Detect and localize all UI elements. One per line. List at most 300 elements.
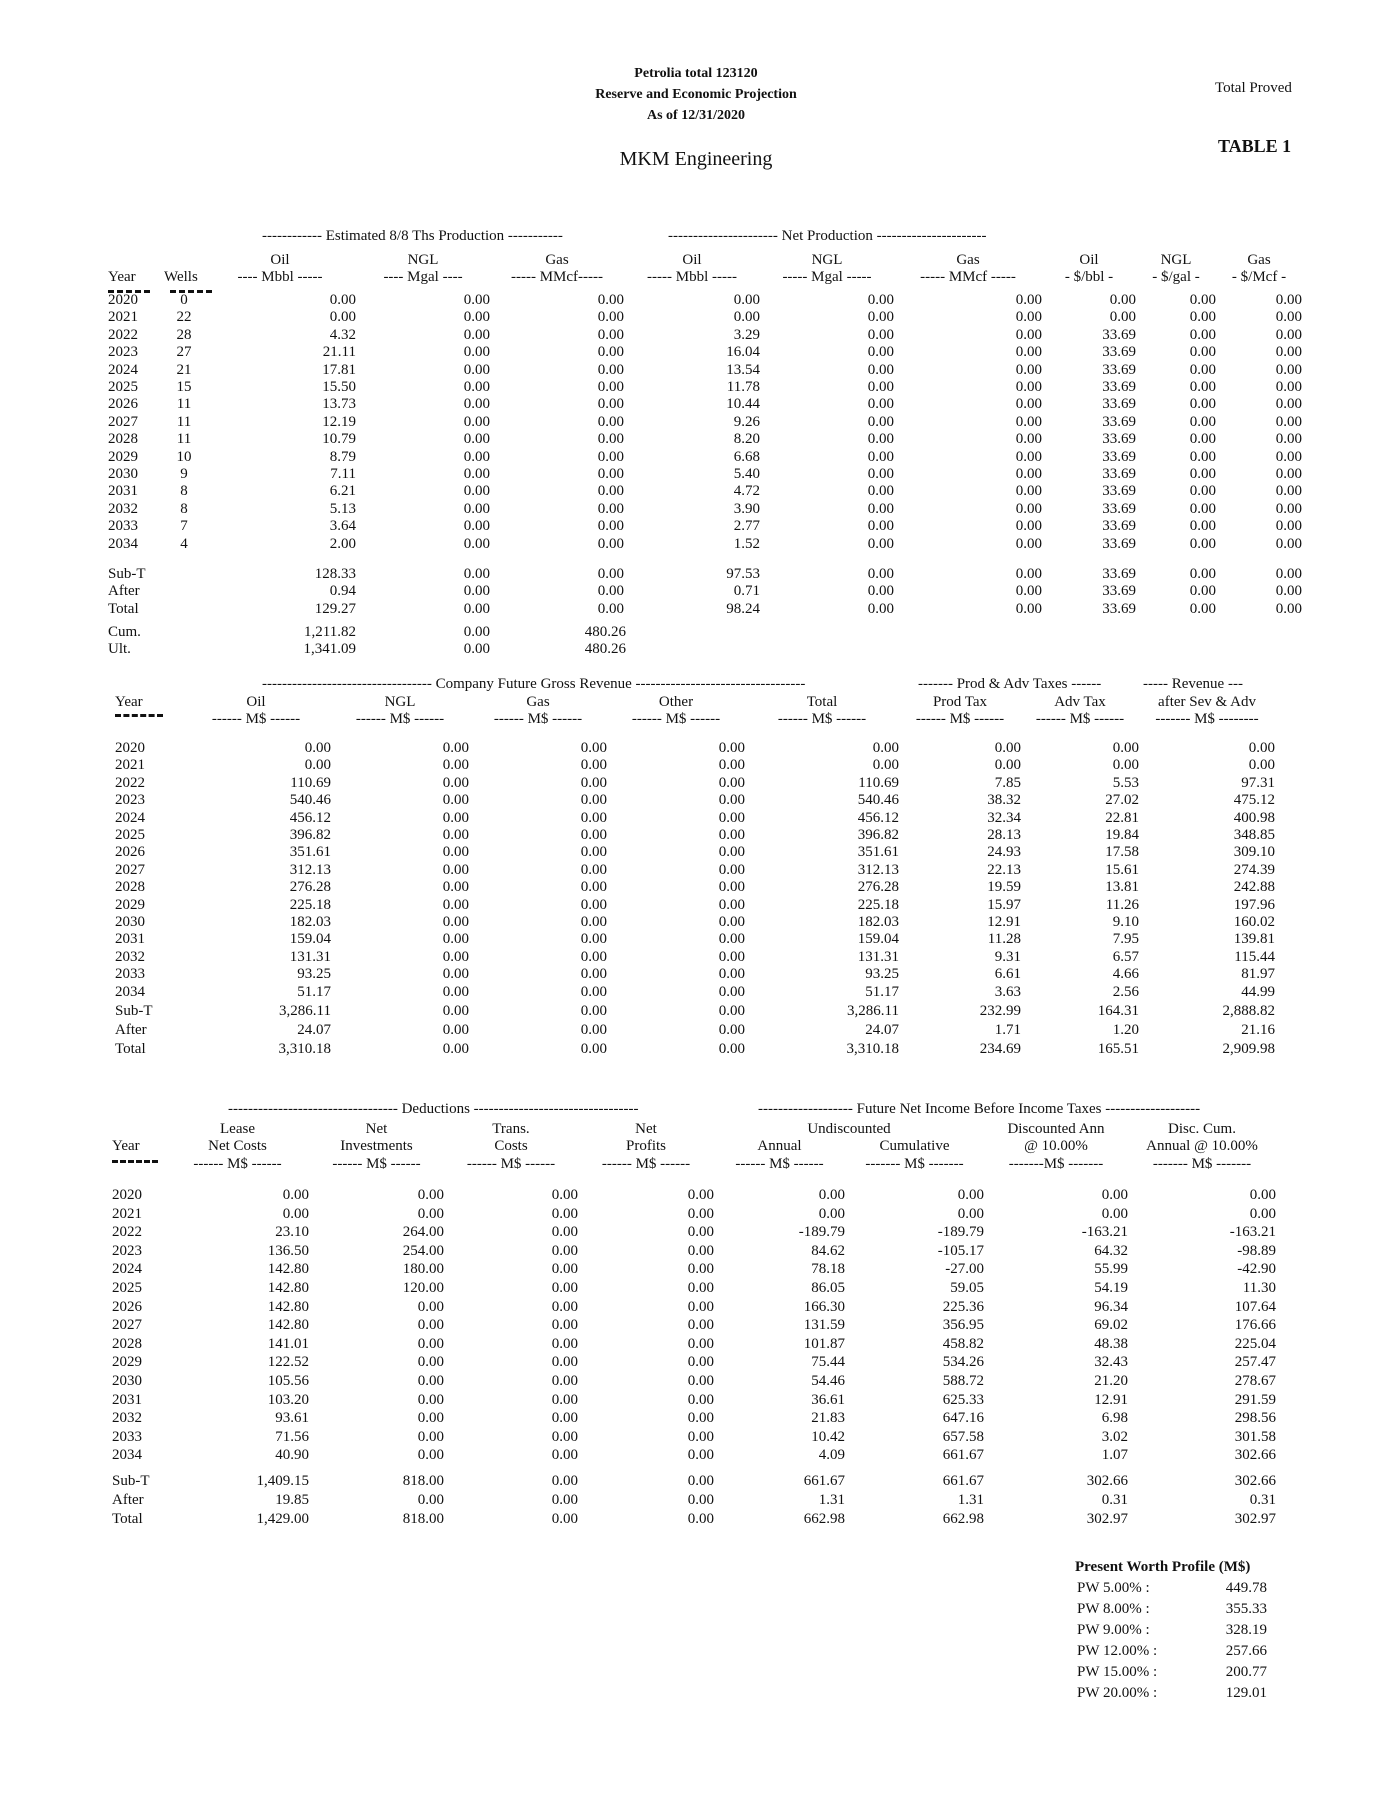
cell-value: 0.00: [597, 448, 624, 465]
cell-value: 0.00: [1189, 292, 1216, 308]
row-label: 2029: [108, 448, 138, 465]
cell-value: 0.00: [463, 431, 490, 448]
cell-value: 120.00: [402, 1279, 444, 1296]
table-row: [115, 757, 1275, 774]
cell-value: 0.00: [442, 827, 469, 844]
cell-value: 0.00: [687, 1447, 714, 1464]
cell-value: 0.00: [1109, 309, 1136, 326]
cell-value: 818.00: [402, 1473, 444, 1489]
cell-value: 0.00: [580, 740, 607, 756]
row-label: 2020: [108, 292, 138, 308]
cell-value: 0.00: [1249, 1187, 1276, 1203]
row-label: 2033: [112, 1428, 142, 1445]
col-head: Total: [806, 694, 838, 710]
cell-value: 197.96: [1233, 896, 1275, 913]
cell-value: 0.00: [1015, 431, 1042, 448]
cell-value: 1.31: [957, 1492, 984, 1508]
cell-value: 348.85: [1233, 827, 1275, 844]
cell-value: 142.80: [267, 1261, 309, 1278]
row-label: 2022: [112, 1224, 142, 1241]
income-header: [112, 1121, 1276, 1173]
cell-value: 2.00: [329, 535, 356, 552]
cell-value: 0.00: [1189, 448, 1216, 465]
cell-value: 0.00: [687, 1205, 714, 1222]
col-head-units: ------- M$ -------: [1152, 1155, 1252, 1172]
col-head: NGL: [384, 694, 416, 710]
income-summary: [112, 1472, 1276, 1529]
cell-value: 0.00: [597, 466, 624, 483]
cell-value: 0.00: [687, 1279, 714, 1296]
cell-value: 8: [180, 500, 188, 517]
cell-value: 0.00: [417, 1298, 444, 1315]
cell-value: 159.04: [289, 931, 331, 948]
cell-value: 7.11: [330, 466, 356, 483]
cell-value: 0.00: [442, 861, 469, 878]
col-head: Costs: [494, 1138, 528, 1155]
cell-value: [164, 601, 204, 618]
row-label: After: [112, 1492, 144, 1508]
cell-value: -189.79: [937, 1224, 984, 1241]
cell-value: 0.00: [867, 361, 894, 378]
production-group-estimated: ------------ Estimated 8/8 Ths Production -----------: [262, 228, 563, 244]
cell-value: 0.00: [718, 914, 745, 931]
cell-value: 0.00: [463, 326, 490, 343]
income-table: [112, 1186, 1276, 1465]
production-header: [108, 252, 1302, 287]
col-head-units: ------ M$ ------: [1035, 711, 1125, 728]
table-row: [108, 466, 1302, 483]
cell-value: 0.00: [551, 1224, 578, 1241]
cell-value: 0.00: [417, 1372, 444, 1389]
cell-value: 0.00: [551, 1279, 578, 1296]
row-label: 2021: [112, 1205, 142, 1222]
cell-value: 0.00: [718, 757, 745, 774]
cell-value: 0.00: [463, 500, 490, 517]
year-underline: [112, 1160, 158, 1163]
cell-value: 103.20: [267, 1391, 309, 1408]
cell-value: 0.00: [687, 1242, 714, 1259]
cell-value: 0.00: [718, 809, 745, 826]
cell-value: 128.33: [314, 566, 356, 582]
cell-value: 21.11: [322, 344, 356, 361]
revenue-header: [115, 694, 1275, 729]
cell-value: 0.00: [1015, 309, 1042, 326]
cell-value: 0.94: [329, 583, 356, 600]
cell-value: 54.46: [811, 1372, 845, 1389]
col-head: Oil: [682, 252, 702, 268]
cell-value: 78.18: [811, 1261, 845, 1278]
table-row: [115, 827, 1275, 844]
cell-value: 15: [176, 379, 192, 396]
row-label: 2032: [112, 1410, 142, 1427]
cell-value: 0.00: [417, 1428, 444, 1445]
cell-value: 355.33: [1225, 1601, 1267, 1617]
cell-value: 540.46: [857, 792, 899, 809]
cell-value: 449.78: [1225, 1580, 1267, 1596]
cell-value: 0.00: [867, 600, 894, 617]
col-head: [164, 252, 204, 269]
company-name: MKM Engineering: [619, 148, 773, 170]
revenue-summary: [115, 1002, 1275, 1059]
cell-value: 0.00: [1275, 500, 1302, 517]
cell-value: 7: [180, 518, 188, 535]
cell-value: 6.57: [1112, 948, 1139, 965]
cell-value: 0.00: [597, 566, 624, 582]
cell-value: 0.00: [417, 1492, 444, 1508]
cell-value: 0.00: [463, 566, 490, 582]
table-row: [112, 1391, 1276, 1410]
col-head-year: Year: [115, 694, 143, 710]
cell-value: 3,286.11: [847, 1003, 899, 1019]
cell-value: 0.00: [867, 483, 894, 500]
cell-value: -27.00: [945, 1261, 984, 1278]
cell-value: 661.67: [803, 1473, 845, 1489]
cell-value: 3.90: [733, 500, 760, 517]
cell-value: 0.00: [580, 896, 607, 913]
cell-value: 0.00: [718, 931, 745, 948]
cell-value: 257.66: [1225, 1643, 1267, 1659]
cell-value: 10.44: [726, 396, 760, 413]
cell-value: 0.00: [442, 774, 469, 791]
cell-value: 312.13: [857, 861, 899, 878]
cell-value: 0.00: [442, 809, 469, 826]
cell-value: 0.00: [442, 757, 469, 774]
cell-value: 0.00: [1015, 413, 1042, 430]
cell-value: 0.00: [867, 413, 894, 430]
table-row: [108, 414, 1302, 431]
cell-value: 0.00: [718, 966, 745, 983]
cell-value: 0.00: [1112, 757, 1139, 774]
cell-value: 33.69: [1102, 413, 1136, 430]
cell-value: 0.00: [417, 1354, 444, 1371]
cell-value: 33.69: [1102, 535, 1136, 552]
row-label: 2029: [112, 1354, 142, 1371]
cell-value: 0.00: [818, 1205, 845, 1222]
cell-value: 0.00: [597, 413, 624, 430]
cell-value: 0.00: [687, 1511, 714, 1527]
cell-value: 0.00: [580, 948, 607, 965]
cell-value: 0.00: [1112, 740, 1139, 756]
col-head-units: ------ M$ ------: [466, 1155, 556, 1172]
cell-value: 0.00: [867, 379, 894, 396]
report-date: As of 12/31/2020: [647, 108, 745, 123]
table-row: [112, 1335, 1276, 1354]
row-label: After: [108, 583, 140, 600]
col-head: NGL: [407, 252, 439, 268]
cell-value: 5.13: [329, 500, 356, 517]
cell-value: 456.12: [857, 809, 899, 826]
cell-value: 0.00: [1109, 292, 1136, 308]
row-label: Total: [115, 1041, 146, 1057]
cell-value: 33.69: [1102, 396, 1136, 413]
cell-value: 0.00: [1189, 309, 1216, 326]
production-group-net: ---------------------- Net Production ----------------------: [668, 228, 987, 244]
cell-value: 22.13: [987, 861, 1021, 878]
cell-value: 301.58: [1234, 1428, 1276, 1445]
cell-value: 0.00: [282, 1187, 309, 1203]
col-head-units: ---- Mbbl -----: [237, 269, 323, 286]
cell-value: 328.19: [1225, 1622, 1267, 1638]
cell-value: 0.00: [580, 827, 607, 844]
cell-value: 96.34: [1094, 1298, 1128, 1315]
cell-value: 15.97: [987, 896, 1021, 913]
cell-value: 0.00: [442, 740, 469, 756]
row-label: Sub-T: [112, 1473, 150, 1489]
row-label: 2026: [108, 396, 138, 413]
cell-value: 0.00: [1189, 535, 1216, 552]
cell-value: 302.97: [1086, 1511, 1128, 1527]
table-row: [112, 1491, 1276, 1510]
row-label: 2025: [108, 379, 138, 396]
col-head-year: Year: [108, 269, 136, 286]
row-label: 2025: [115, 827, 145, 844]
table-row: [112, 1316, 1276, 1335]
table-row: [115, 897, 1275, 914]
cell-value: 0.00: [551, 1187, 578, 1203]
cell-value: 662.98: [942, 1511, 984, 1527]
col-head-units: ------ M$ ------: [355, 711, 445, 728]
cell-value: 0.00: [463, 483, 490, 500]
cell-value: 4.32: [329, 326, 356, 343]
row-label: 2032: [115, 948, 145, 965]
table-row: [112, 1298, 1276, 1317]
cell-value: -42.90: [1237, 1261, 1276, 1278]
cell-value: 0.00: [994, 740, 1021, 756]
cell-value: 6.21: [329, 483, 356, 500]
cell-value: 33.69: [1102, 361, 1136, 378]
cell-value: 0.00: [442, 879, 469, 896]
cell-value: 0.00: [463, 361, 490, 378]
row-label: Cum.: [108, 624, 141, 640]
row-label: 2032: [108, 500, 138, 517]
table-row: [112, 1205, 1276, 1224]
cell-value: 0.00: [1189, 344, 1216, 361]
col-head-units: ------ M$ ------: [332, 1155, 421, 1172]
cell-value: 278.67: [1234, 1372, 1276, 1389]
cell-value: 51.17: [865, 983, 899, 1000]
cell-value: 139.81: [1233, 931, 1275, 948]
row-label: PW 12.00% :: [1077, 1643, 1158, 1659]
col-head-units: ------ M$ ------: [735, 1155, 824, 1172]
cell-value: 0.00: [442, 844, 469, 861]
cell-value: 0.00: [597, 483, 624, 500]
cell-value: 0.00: [417, 1205, 444, 1222]
cell-value: 309.10: [1233, 844, 1275, 861]
table-row: [112, 1446, 1276, 1465]
pw-profile-title: Present Worth Profile (M$): [1075, 1559, 1251, 1575]
cell-value: 32.43: [1094, 1354, 1128, 1371]
cell-value: 11.30: [1242, 1279, 1276, 1296]
cell-value: 4.66: [1112, 966, 1139, 983]
cell-value: 0.00: [417, 1335, 444, 1352]
cell-value: 64.32: [1094, 1242, 1128, 1259]
cell-value: 9: [180, 466, 188, 483]
col-head: Oil: [1079, 252, 1099, 268]
cell-value: 0.00: [580, 1041, 607, 1057]
col-head-units: ------ M$ ------: [211, 711, 301, 728]
cell-value: 165.51: [1097, 1041, 1139, 1057]
row-label: 2024: [108, 361, 138, 378]
cell-value: 0.00: [580, 966, 607, 983]
table-row: [115, 844, 1275, 861]
cell-value: 0.00: [687, 1473, 714, 1489]
table-row: [112, 1409, 1276, 1428]
cell-value: 0.00: [687, 1391, 714, 1408]
col-head: Annual @ 10.00%: [1146, 1138, 1258, 1155]
cell-value: 200.77: [1225, 1664, 1267, 1680]
cell-value: 7.95: [1112, 931, 1139, 948]
cell-value: 588.72: [942, 1372, 984, 1389]
cell-value: 16.04: [726, 344, 760, 361]
cell-value: [164, 583, 204, 600]
cell-value: 0.00: [1275, 535, 1302, 552]
col-head-year: Year: [112, 1138, 140, 1155]
cell-value: 276.28: [857, 879, 899, 896]
cell-value: 0.00: [551, 1372, 578, 1389]
cell-value: 0.00: [1015, 379, 1042, 396]
cell-value: 0.00: [1275, 431, 1302, 448]
cell-value: 48.38: [1094, 1335, 1128, 1352]
cell-value: 0.00: [1015, 326, 1042, 343]
report-subtitle: Reserve and Economic Projection: [595, 87, 797, 102]
cell-value: 0.00: [580, 879, 607, 896]
cell-value: 0.31: [1249, 1492, 1276, 1508]
cell-value: 351.61: [857, 844, 899, 861]
table-row: [108, 292, 1302, 309]
row-label: 2027: [115, 861, 145, 878]
cell-value: 0.00: [597, 518, 624, 535]
cell-value: 0.00: [867, 431, 894, 448]
cell-value: 0.00: [580, 844, 607, 861]
col-head-units: ------- M$ --------: [1155, 711, 1259, 728]
cell-value: 0.00: [597, 600, 624, 617]
col-head: Trans.: [492, 1121, 530, 1137]
cell-value: 5.53: [1112, 774, 1139, 791]
cell-value: 136.50: [267, 1242, 309, 1259]
col-head-units: - $/bbl -: [1064, 269, 1114, 286]
pw-row: [1077, 1620, 1267, 1641]
row-label: PW 15.00% :: [1077, 1664, 1158, 1680]
cell-value: 97.53: [726, 566, 760, 582]
table-label: TABLE 1: [1218, 136, 1292, 156]
revenue-table: [115, 740, 1275, 1001]
cell-value: 176.66: [1234, 1317, 1276, 1334]
cell-value: 115.44: [1234, 948, 1275, 965]
cell-value: 12.91: [1094, 1391, 1128, 1408]
year-underline: [115, 714, 163, 717]
cell-value: 142.80: [267, 1298, 309, 1315]
cell-value: 0.00: [329, 309, 356, 326]
pw-row: [1077, 1683, 1267, 1704]
table-row: [112, 1186, 1276, 1205]
cell-value: 0.00: [1189, 483, 1216, 500]
table-row: [115, 984, 1275, 1001]
pw-row: [1077, 1641, 1267, 1662]
col-head: Lease: [220, 1121, 255, 1137]
cell-value: 33.69: [1102, 448, 1136, 465]
col-head: Oil: [270, 252, 290, 268]
cell-value: 12.91: [987, 914, 1021, 931]
cell-value: 0.00: [551, 1428, 578, 1445]
cell-value: 0.00: [597, 344, 624, 361]
cell-value: 33.69: [1102, 466, 1136, 483]
cell-value: -105.17: [937, 1242, 984, 1259]
cell-value: 0.00: [1015, 466, 1042, 483]
cell-value: 8.79: [329, 448, 356, 465]
cell-value: 182.03: [289, 914, 331, 931]
cell-value: -163.21: [1229, 1224, 1276, 1241]
cell-value: 0.00: [1189, 413, 1216, 430]
cell-value: 0.00: [872, 740, 899, 756]
cell-value: 298.56: [1234, 1410, 1276, 1427]
cell-value: 302.66: [1086, 1473, 1128, 1489]
cell-value: 129.01: [1225, 1685, 1267, 1701]
revenue-group-net: ----- Revenue ---: [1143, 676, 1243, 692]
cell-value: 356.95: [942, 1317, 984, 1334]
cell-value: 475.12: [1233, 792, 1275, 809]
cell-value: 0.00: [551, 1335, 578, 1352]
cell-value: 33.69: [1102, 431, 1136, 448]
row-label: 2028: [108, 431, 138, 448]
revenue-group-gross: ---------------------------------- Company Future Gross Revenue ----------------------------------: [262, 676, 806, 692]
cell-value: 0.00: [463, 624, 490, 640]
cell-value: 55.99: [1094, 1261, 1128, 1278]
cell-value: 0.00: [1015, 396, 1042, 413]
cell-value: 10.79: [322, 431, 356, 448]
cell-value: 351.61: [289, 844, 331, 861]
cell-value: 27: [176, 344, 192, 361]
cell-value: 27.02: [1105, 792, 1139, 809]
cell-value: 33.69: [1102, 500, 1136, 517]
cell-value: 159.04: [857, 931, 899, 948]
table-row: [108, 483, 1302, 500]
cell-value: 0.00: [580, 792, 607, 809]
col-head: [112, 1156, 166, 1173]
cell-value: 0.00: [1015, 583, 1042, 600]
cell-value: [164, 566, 204, 583]
cell-value: 131.31: [857, 948, 899, 965]
cell-value: 276.28: [289, 879, 331, 896]
cell-value: 0.00: [551, 1354, 578, 1371]
cell-value: 0.00: [1015, 361, 1042, 378]
cell-value: 8: [180, 483, 188, 500]
row-label: 2030: [112, 1372, 142, 1389]
cell-value: 3,286.11: [279, 1003, 331, 1019]
cell-value: 0.00: [463, 379, 490, 396]
col-head-units: - $/Mcf -: [1231, 269, 1287, 286]
cell-value: 818.00: [402, 1511, 444, 1527]
production-table: [108, 292, 1302, 553]
cell-value: 3,310.18: [846, 1041, 899, 1057]
cell-value: 0.00: [551, 1410, 578, 1427]
cell-value: 32.34: [987, 809, 1021, 826]
cell-value: 33.69: [1102, 326, 1136, 343]
row-label: 2022: [108, 326, 138, 343]
row-label: 2023: [108, 344, 138, 361]
cell-value: 0.00: [867, 326, 894, 343]
row-label: 2026: [115, 844, 145, 861]
cell-value: 8.20: [733, 431, 760, 448]
cell-value: 396.82: [857, 827, 899, 844]
cell-value: 110.69: [290, 774, 331, 791]
cell-value: 0.00: [1015, 448, 1042, 465]
cell-value: 0.00: [1275, 600, 1302, 617]
cell-value: 225.04: [1234, 1335, 1276, 1352]
cell-value: 0.00: [597, 326, 624, 343]
cell-value: -98.89: [1237, 1242, 1276, 1259]
cell-value: 0.00: [1275, 413, 1302, 430]
cell-value: 11.28: [987, 931, 1021, 948]
